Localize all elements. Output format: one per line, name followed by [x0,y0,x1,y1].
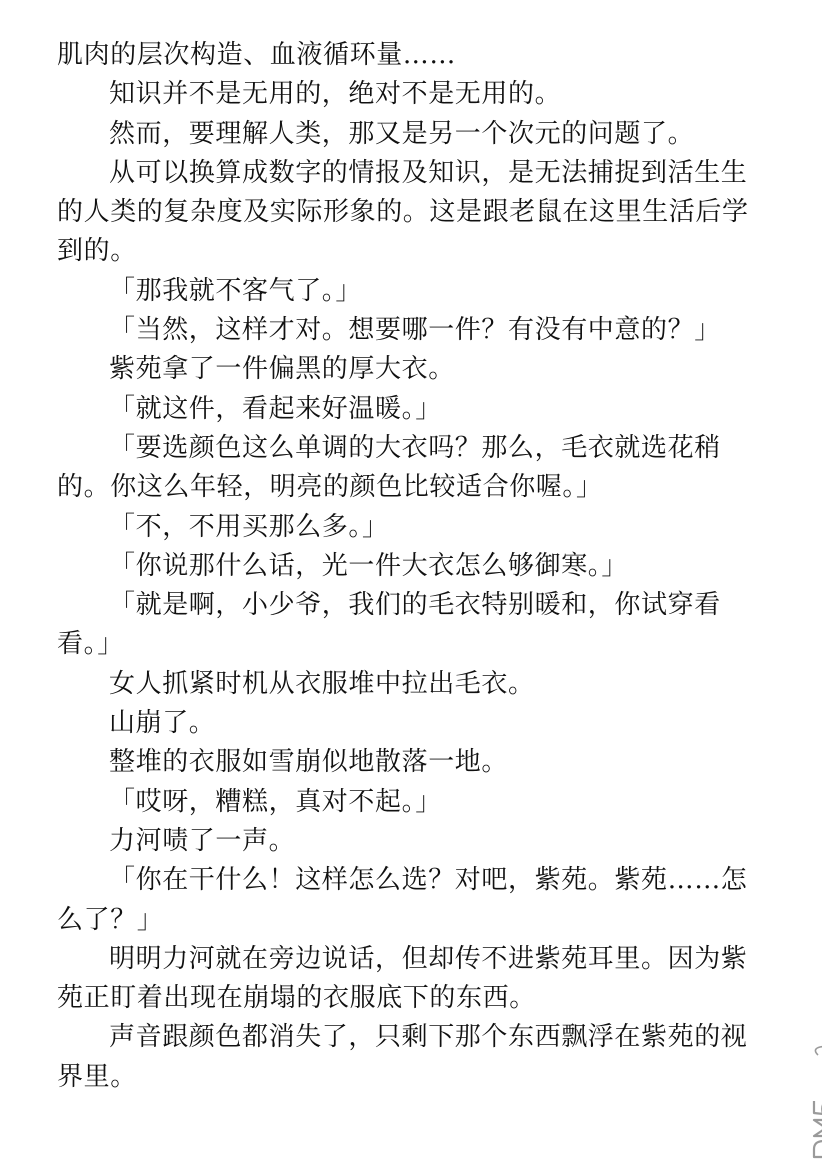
dialogue-line: 「你在干什么！这样怎么选？对吧，紫苑。紫苑……怎么了？」 [57,865,748,935]
dialogue-line: 「哎呀，糟糕，真对不起。」 [109,786,442,817]
paragraph: 肌肉的层次构造、血液循环量…… [57,40,457,70]
paragraph: 力河啧了一声。 [109,825,296,856]
dialogue-line: 「那我就不客气了。」 [109,275,363,306]
dialogue-line: 「要选颜色这么单调的大衣吗？那么，毛衣就选花稍的。你这么年轻，明亮的颜色比较适合你喔。」 [57,432,721,503]
dialogue-line: 「就是啊，小少爷，我们的毛衣特别暖和，你试穿看看。」 [57,590,721,660]
dialogue-line: 「你说那什么话，光一件大衣怎么够御寒。」 [109,550,629,581]
paragraph: 山崩了。 [109,708,216,739]
paragraph: 然而，要理解人类，那又是另一个次元的问题了。 [109,118,695,149]
dm5-logo-icon [782,1043,822,1161]
text-body [57,36,757,1097]
paragraph: 女人抓紧时机从衣服堆中拉出毛衣。 [109,668,535,699]
paragraph: 从可以换算成数字的情报及知识，是无法捕捉到活生生的人类的复杂度及实际形象的。这是跟老鼠在这里生活后学到的。 [57,157,749,267]
dialogue-line: 「当然，这样才对。想要哪一件？有没有中意的？」 [109,315,721,346]
paragraph: 声音跟颜色都消失了，只剩下那个东西飘浮在紫苑的视界里。 [57,1022,748,1092]
paragraph: 明明力河就在旁边说话，但却传不进紫苑耳里。因为紫苑正盯着出现在崩塌的衣服底下的东西。 [57,943,748,1014]
paragraph: 整堆的衣服如雪崩似地散落一地。 [109,747,509,778]
dialogue-line: 「就这件，看起来好温暖。」 [109,393,442,424]
paragraph: 紫苑拿了一件偏黑的厚大衣。 [109,354,455,385]
paragraph: 知识并不是无用的，绝对不是无用的。 [109,79,562,110]
dialogue-line: 「不，不用买那么多。」 [109,511,389,542]
